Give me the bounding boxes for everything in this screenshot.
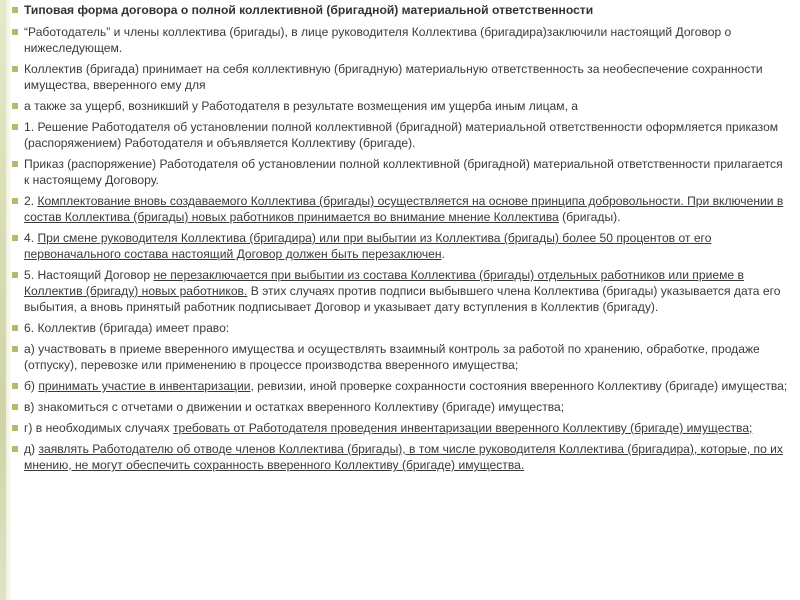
paragraph — [12, 378, 788, 394]
paragraph-text: (бригады). — [558, 210, 621, 224]
paragraph — [12, 320, 788, 336]
paragraph-text: 4. — [24, 231, 38, 245]
paragraph — [12, 98, 788, 114]
paragraph-text: 1. Решение Работодателя об установлении полной коллективной (бригадной) материальной ответственности оформляется приказом (распоряжением) Работодателя и объявляется Коллективу (бригаде). — [24, 120, 779, 150]
paragraph-text: В этих случаях против подписи выбывшего члена Коллектива (бригады) указывается дата его выбытия, а вновь принятый работник подписывает Договор и указывает дату вступления в Коллектив (бригаду). — [24, 284, 781, 314]
document-body — [12, 2, 788, 478]
paragraph-text: 6. Коллектив (бригада) имеет право: — [24, 321, 230, 335]
paragraph — [12, 341, 788, 373]
underlined-text: не перезаключается при выбытии из состава Коллектива (бригады) отдельных работников или приеме в Коллектив (бригаду) новых работников. — [24, 268, 744, 298]
underlined-text: Комплектование вновь создаваемого Коллектива (бригады) осуществляется на основе принципа добровольности. При включении в состав Коллектива (бригады) новых работников принимается во внимание мнение Коллектива — [24, 194, 784, 224]
paragraph-text: в) знакомиться с отчетами о движении и остатках вверенного Коллективу (бригаде) имущества; — [24, 400, 565, 414]
bullet-icon — [12, 7, 18, 13]
paragraph — [12, 61, 788, 93]
bullet-icon — [12, 272, 18, 278]
bullet-icon — [12, 29, 18, 35]
paragraph-text: “Работодатель” и члены коллектива (бригады), в лице руководителя Коллектива (бригадира)заключили настоящий Договор о нижеследующем. — [24, 25, 732, 55]
paragraph-text: д) — [24, 442, 39, 456]
underlined-text: заявлять Работодателю об отводе членов Коллектива (бригады), в том числе руководителя Коллектива (бригадира), которые, по их мнению, не могут обеспечить сохранность вверенного Коллективу (бригаде) имущества. — [24, 442, 783, 472]
underlined-text: требовать от Работодателя проведения инвентаризации вверенного Коллективу (бригаде) имущества; — [172, 421, 753, 435]
bullet-icon — [12, 103, 18, 109]
bullet-icon — [12, 161, 18, 167]
bullet-icon — [12, 198, 18, 204]
bullet-icon — [12, 124, 18, 130]
paragraph — [12, 267, 788, 315]
paragraph-text: 5. Настоящий Договор — [24, 268, 154, 282]
paragraph-text: , ревизии, иной проверке сохранности состояния вверенного Коллективу (бригаде) имущества; — [250, 379, 788, 393]
paragraph — [12, 420, 788, 436]
paragraph-text: а также за ущерб, возникший у Работодателя в результате возмещения им ущерба иным лицам, а — [24, 99, 579, 113]
paragraph — [12, 24, 788, 56]
paragraph — [12, 193, 788, 225]
bullet-icon — [12, 325, 18, 331]
paragraph-text: Коллектив (бригада) принимает на себя коллективную (бригадную) материальную ответственность за необеспечение сохранности имущества, вверенного ему для — [24, 62, 763, 92]
document-title-block — [12, 2, 788, 18]
paragraph-text: 2. — [24, 194, 38, 208]
bullet-icon — [12, 235, 18, 241]
bullet-icon — [12, 346, 18, 352]
underlined-text: принимать участие в инвентаризации — [38, 379, 251, 393]
paragraph-text: б) — [24, 379, 39, 393]
paragraph — [12, 230, 788, 262]
paragraph — [12, 119, 788, 151]
bullet-icon — [12, 383, 18, 389]
paragraph-text: а) участвовать в приеме вверенного имущества и осуществлять взаимный контроль за работой по хранению, обработке, продаже (отпуску), перевозке или применению в процессе производства вверенного имущества; — [24, 342, 760, 372]
paragraph — [12, 441, 788, 473]
paragraph — [12, 156, 788, 188]
paragraph-text: . — [441, 247, 445, 261]
bullet-icon — [12, 404, 18, 410]
bullet-icon — [12, 446, 18, 452]
bullet-icon — [12, 425, 18, 431]
paragraph — [12, 399, 788, 415]
paragraph-list — [12, 24, 788, 473]
underlined-text: При смене руководителя Коллектива (бригадира) или при выбытии из Коллектива (бригады) более 50 процентов от его первоначального состава настоящий Договор должен быть перезаключен — [24, 231, 712, 261]
document-title: Типовая форма договора о полной коллективной (бригадной) материальной ответственности — [24, 3, 594, 17]
bullet-icon — [12, 66, 18, 72]
paragraph-text: г) в необходимых случаях — [24, 421, 173, 435]
paragraph-text: Приказ (распоряжение) Работодателя об установлении полной коллективной (бригадной) материальной ответственности прилагается к настоящему Договору. — [24, 157, 783, 187]
